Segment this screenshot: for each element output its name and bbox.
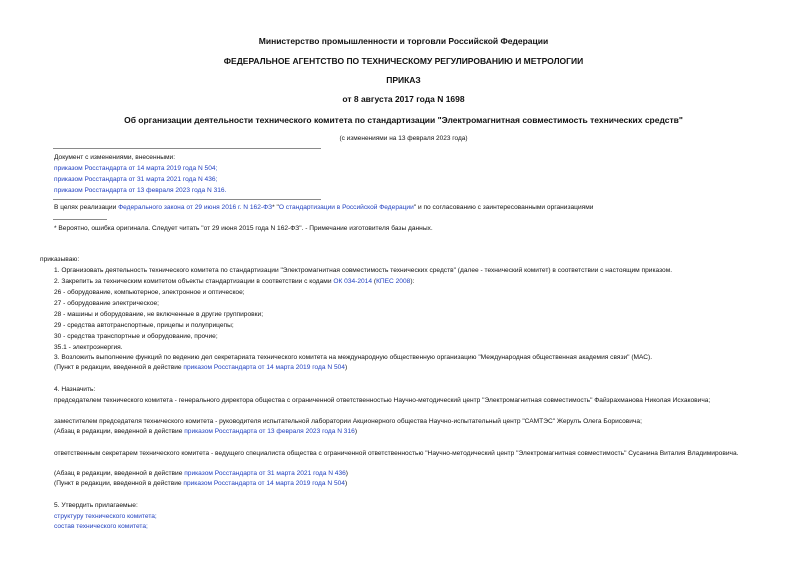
edition-link-2021[interactable]: приказом Росстандарта от 31 марта 2021 года N 436 (184, 470, 346, 477)
edition-text: ) (354, 428, 358, 435)
code-27: 27 - оборудование электрическое; (54, 300, 159, 307)
edition-text: (Абзац в редакции, введенной в действие (54, 428, 185, 435)
kpes-link[interactable]: КПЕС 2008 (376, 278, 411, 285)
preamble (54, 203, 593, 213)
item-2-text: ): (410, 278, 415, 285)
agency-name: ФЕДЕРАЛЬНОЕ АГЕНТСТВО ПО ТЕХНИЧЕСКОМУ РЕГУЛИРОВАНИЮ И МЕТРОЛОГИИ (223, 56, 584, 66)
divider (53, 199, 321, 200)
deputy-paragraph: заместителем председателя технического комитета - руководителя испытательной лаборатории Акционерного общества Научно-испытательный центр "САМТЭС" Жерулъ Олега Борисовича; (54, 418, 642, 425)
secretary-edition-2019 (54, 479, 347, 489)
document-date-number: от 8 августа 2017 года N 1698 (342, 94, 465, 104)
secretary-paragraph: ответственным секретарем технического комитета - ведущего специалиста общества с ограниченной ответственностью "Научно-методический центр "Электромагнитная совместимость" Сусанина Виталия Владимировича. (54, 450, 739, 457)
edition-link-2019[interactable]: приказом Росстандарта от 14 марта 2019 года N 504 (183, 364, 345, 371)
preamble-text: " и по согласованию с заинтересованными организациями (413, 204, 594, 211)
edition-text: ) (344, 364, 348, 371)
deputy-edition (54, 427, 357, 437)
code-29: 29 - средства автотранспортные, прицепы и полуприцепы; (54, 322, 234, 329)
divider (53, 148, 321, 149)
preamble-text: В целях реализации (54, 204, 119, 211)
preamble-text: * " (272, 204, 279, 211)
item-3: 3. Возложить выполнение функций по ведению дел секретариата технического комитета на международную общественную организацию "Международная общественная академия связи" (МАС). (54, 354, 653, 361)
edition-text: ) (344, 480, 348, 487)
edition-link-2023[interactable]: приказом Росстандарта от 13 февраля 2023 года N 316 (184, 428, 355, 435)
code-35-1: 35.1 - электроэнергия. (54, 344, 123, 351)
item-1: 1. Организовать деятельность технического комитета по стандартизации "Электромагнитная совместимость технических средств" (далее - технический комитет) в соответствии с настоящим приказом. (54, 267, 673, 274)
amendment-link-2019[interactable]: приказом Росстандарта от 14 марта 2019 года N 504; (54, 165, 218, 172)
document-type: ПРИКАЗ (386, 75, 421, 85)
edition-text: ) (345, 470, 348, 477)
edition-text: (Пункт в редакции, введенной в действие (54, 364, 184, 371)
order-word: приказываю: (40, 256, 80, 263)
code-26: 26 - оборудование, компьютерное, электронное и оптическое; (54, 289, 245, 296)
footnote-divider (53, 219, 107, 220)
edition-link-2019[interactable]: приказом Росстандарта от 14 марта 2019 года N 504 (183, 480, 345, 487)
chair-paragraph: председателем технического комитета - генерального директора общества с ограниченной ответственностью Научно-методический центр "Электромагнитная совместимость" Файзрахманова Николая Исхаковича; (54, 397, 711, 404)
document-title: Об организации деятельности технического комитета по стандартизации "Электромагнитная совместимость технических средств" (124, 115, 683, 125)
code-28: 28 - машины и оборудование, не включенные в другие группировки; (54, 311, 264, 318)
edition-text: (Абзац в редакции, введенной в действие (54, 470, 185, 477)
footnote: * Вероятно, ошибка оригинала. Следует читать "от 29 июня 2015 года N 162-ФЗ". - Примечание изготовителя базы данных. (54, 225, 433, 232)
item-3-edition (54, 363, 347, 373)
amendment-link-2021[interactable]: приказом Росстандарта от 31 марта 2021 года N 436; (54, 176, 218, 183)
code-30: 30 - средства транспортные и оборудование, прочие; (54, 333, 218, 340)
item-2-text: ( (372, 278, 377, 285)
changes-note: (с изменениями на 13 февраля 2023 года) (339, 135, 468, 142)
item-2 (54, 277, 414, 287)
standardization-law-link[interactable]: О стандартизации в Российской Федерации (278, 204, 414, 211)
composition-link[interactable]: состав технического комитета; (54, 523, 148, 530)
amendment-link-2023[interactable]: приказом Росстандарта от 13 февраля 2023 года N 316. (54, 187, 227, 194)
okpd-link[interactable]: ОК 034-2014 (333, 278, 373, 285)
structure-link[interactable]: структуру технического комитета; (54, 513, 157, 520)
item-5: 5. Утвердить прилагаемые: (54, 502, 138, 509)
ministry-name: Министерство промышленности и торговли Российской Федерации (258, 36, 549, 46)
secretary-edition-2021 (54, 469, 348, 479)
amendments-intro: Документ с изменениями, внесенными: (54, 154, 176, 161)
edition-text: (Пункт в редакции, введенной в действие (54, 480, 184, 487)
item-2-text: 2. Закрепить за техническим комитетом объекты стандартизации в соответствии с кодами (54, 278, 334, 285)
item-4: 4. Назначить: (54, 386, 96, 393)
federal-law-link[interactable]: Федерального закона от 29 июня 2016 г. N 162-ФЗ (118, 204, 273, 211)
